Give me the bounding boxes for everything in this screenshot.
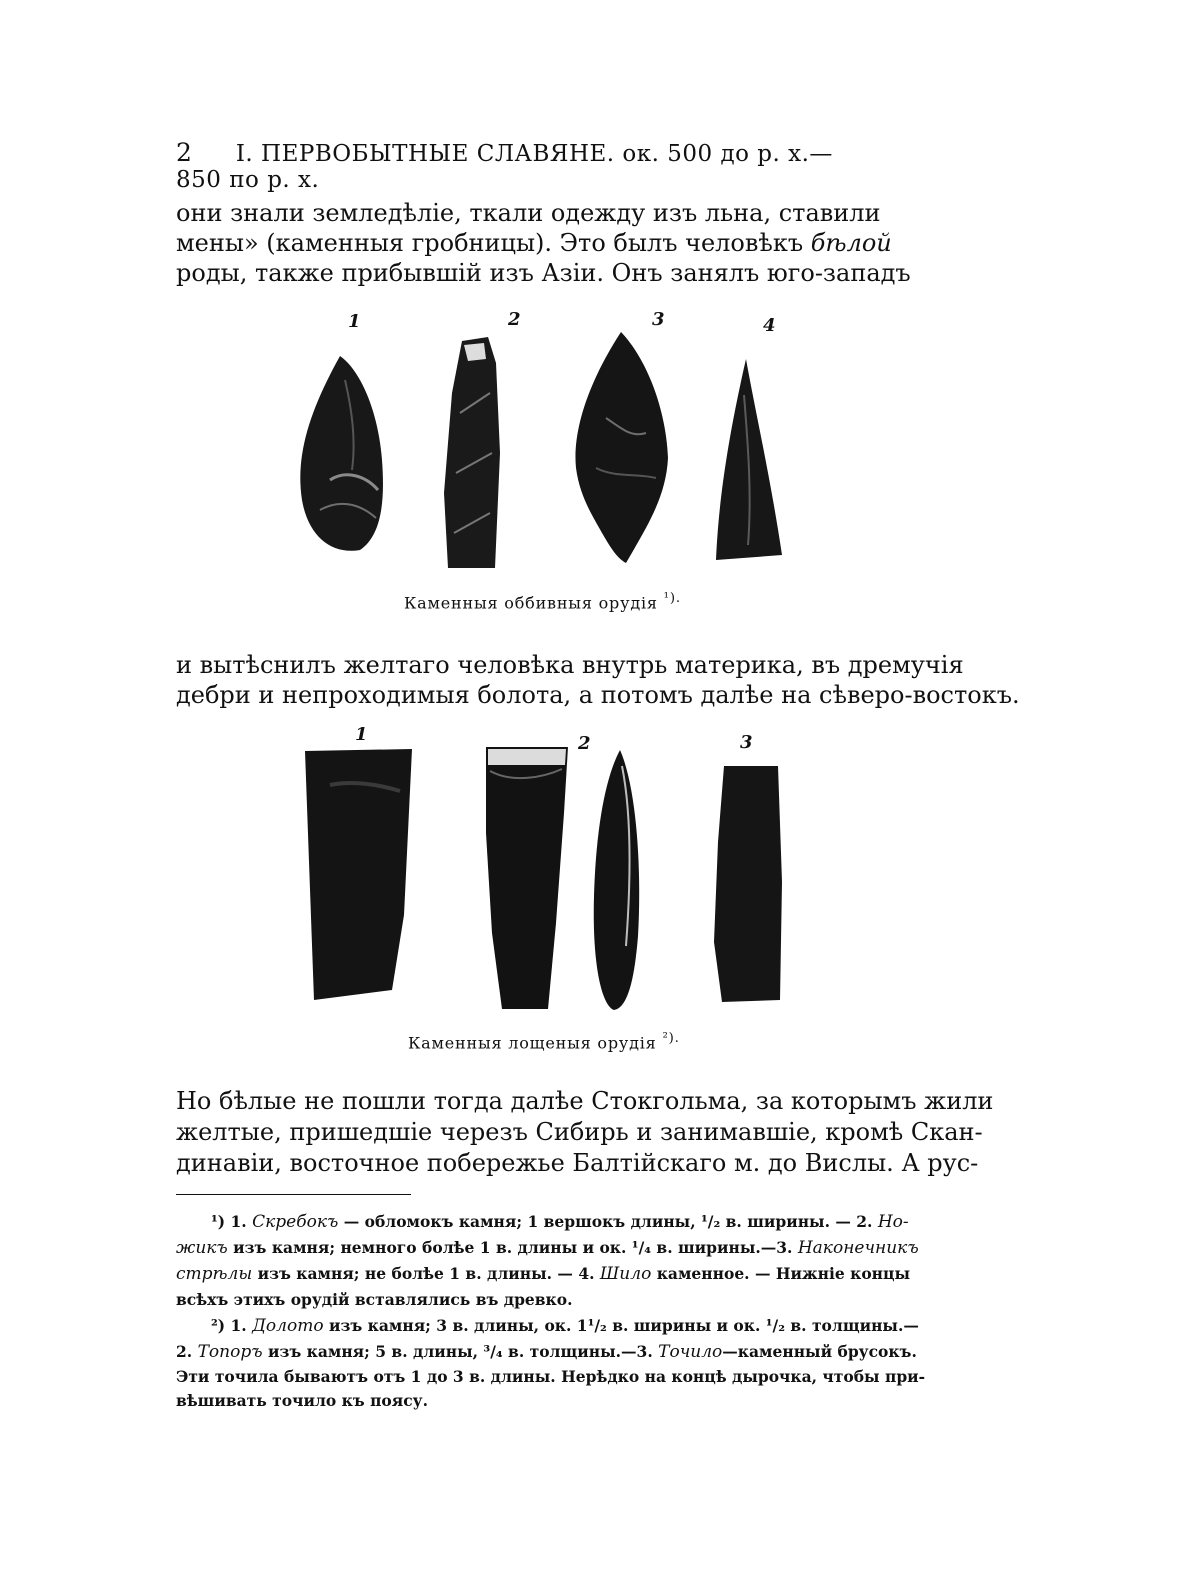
body-line: Но бѣлые не пошли тогда далѣе Стокгольма, за которымъ жили <box>176 1087 994 1115</box>
arrowhead-illustration <box>566 328 676 568</box>
figure-number: 2 <box>578 733 591 754</box>
body-line: и вытѣснилъ желтаго человѣка внутрь материка, въ дремучiя <box>176 651 964 679</box>
figure-number: 3 <box>652 309 665 330</box>
footnote-line: ²) 1. Долото изъ камня; 3 в. длины, ок. 1¹/₂ в. ширины и ок. ¹/₂ в. толщины.— <box>211 1316 919 1336</box>
whetstone-illustration <box>708 762 788 1006</box>
body-line: роды, также прибывшiй изъ Азiи. Онъ занялъ юго-западъ <box>176 259 911 287</box>
awl-illustration <box>708 355 798 565</box>
figure-number: 4 <box>763 315 776 336</box>
running-title: I. ПЕРВОБЫТНЫЕ СЛАВЯНЕ. ок. 500 до р. х.—850 по р. х. <box>176 141 833 193</box>
body-line: мены» (каменныя гробницы). Это былъ человѣкъ бѣлой <box>176 229 892 257</box>
scraper-illustration <box>290 350 400 560</box>
chisel-illustration <box>300 745 420 1007</box>
body-line: желтые, пришедшiе черезъ Сибирь и занимавшiе, кромѣ Скан- <box>176 1118 983 1146</box>
knife-blade-illustration <box>440 333 510 573</box>
footnote-line: жикъ изъ камня; немного болѣе 1 в. длины и ок. ¹/₄ в. ширины.—3. Наконечникъ <box>176 1238 919 1258</box>
footnote-line: ¹) 1. Скребокъ — обломокъ камня; 1 вершокъ длины, ¹/₂ в. ширины. — 2. Но- <box>211 1212 909 1232</box>
axe-illustration <box>482 743 574 1015</box>
body-line: динавiи, восточное побережье Балтiйскаго м. до Вислы. А рус- <box>176 1149 979 1177</box>
figure-number: 1 <box>355 724 368 745</box>
figure-number: 1 <box>348 311 361 332</box>
figure-caption: Каменныя оббивныя орудiя $^{^1).}$ <box>404 591 681 613</box>
running-header <box>176 138 876 193</box>
footnote-rule <box>176 1194 411 1195</box>
figure-number: 3 <box>740 732 753 753</box>
footnote-line: всѣхъ этихъ орудiй вставлялись въ древко. <box>176 1290 573 1309</box>
footnote-line: вѣшивать точило къ поясу. <box>176 1391 428 1410</box>
figure-number: 2 <box>508 309 521 330</box>
body-line: дебри и непроходимыя болота, а потомъ далѣе на сѣверо-востокъ. <box>176 681 1020 709</box>
axe-side-illustration <box>586 746 646 1014</box>
italic-word: бѣлой <box>810 229 892 257</box>
footnote-line: Эти точила бываютъ отъ 1 до 3 в. длины. Нерѣдко на концѣ дырочка, чтобы при- <box>176 1367 926 1386</box>
footnote-line: 2. Топоръ изъ камня; 5 в. длины, ³/₄ в. толщины.—3. Точило—каменный брусокъ. <box>176 1342 917 1362</box>
footnote-line: стрѣлы изъ камня; не болѣе 1 в. длины. — 4. Шило каменное. — Нижнiе концы <box>176 1264 911 1284</box>
figure-caption: Каменныя лощеныя орудiя $^{^2).}$ <box>408 1031 680 1053</box>
body-line: они знали земледѣлiе, ткали одежду изъ льна, ставили <box>176 199 881 227</box>
page-number: 2 <box>176 138 193 167</box>
